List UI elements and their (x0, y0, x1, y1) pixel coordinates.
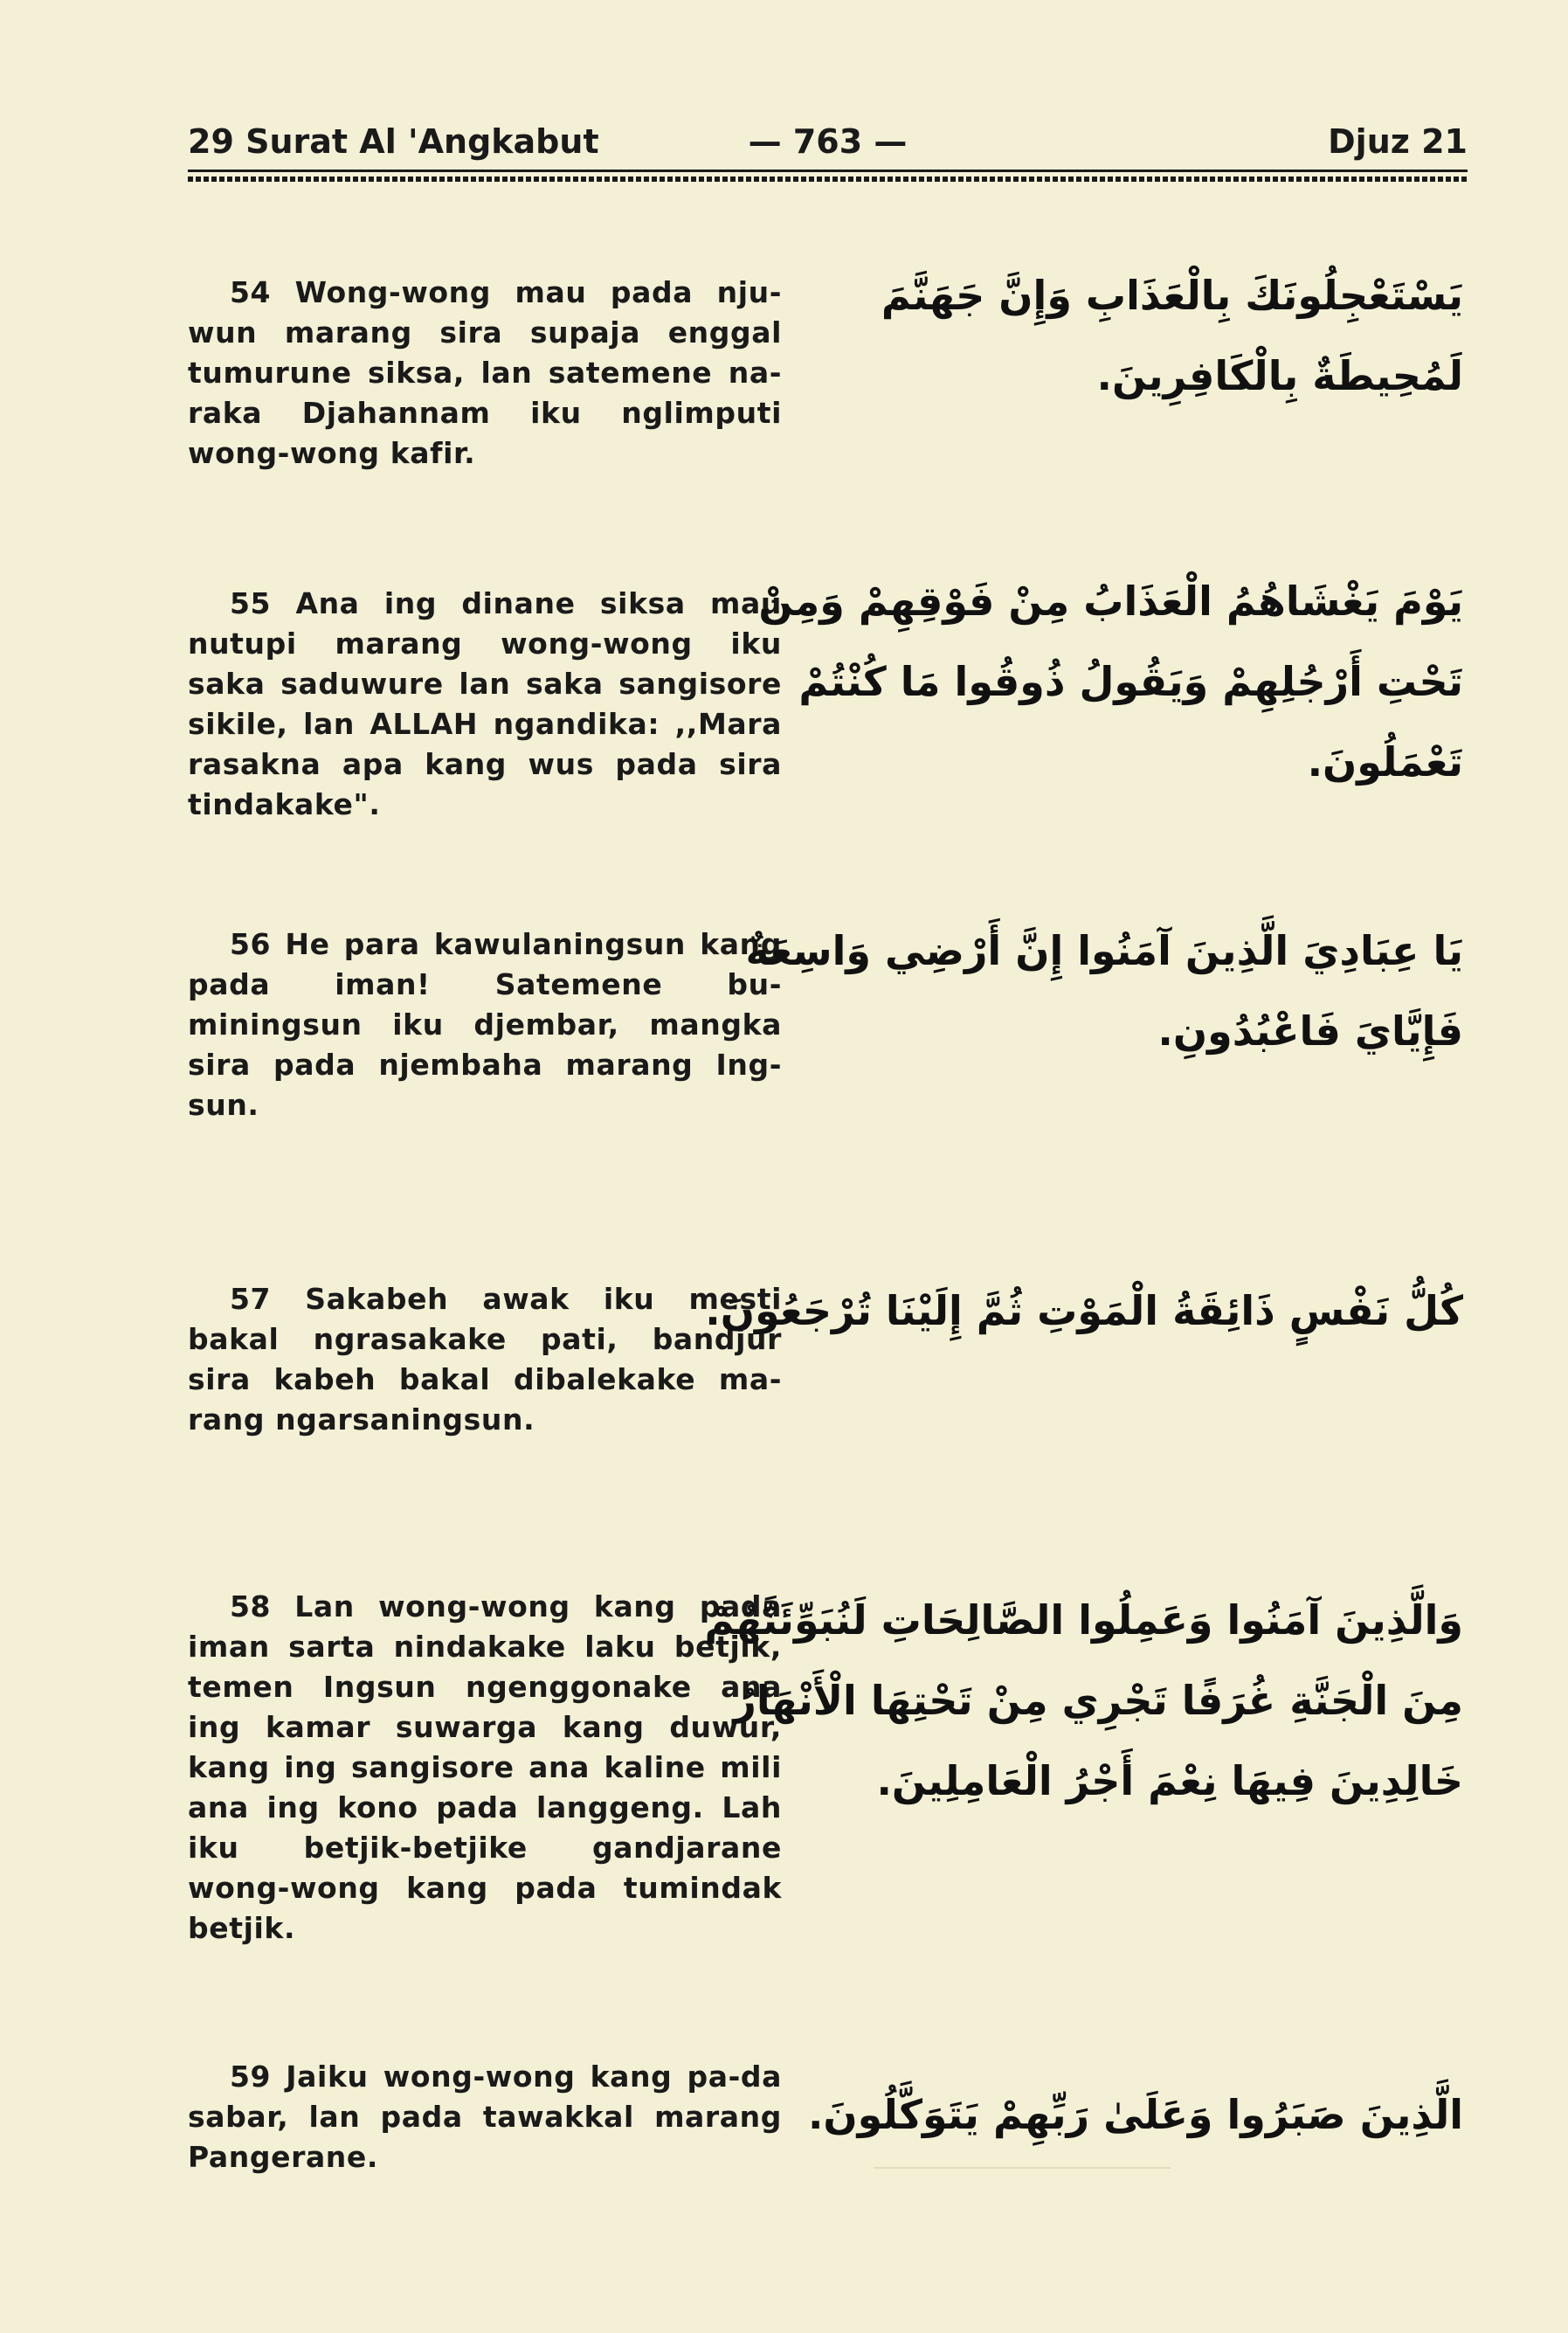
verse-59-translation (188, 2057, 782, 2177)
page-header (188, 122, 1468, 164)
arabic-line: الَّذِينَ صَبَرُوا وَعَلَىٰ رَبِّهِمْ يَتَوَكَّلُونَ. (807, 2091, 1463, 2138)
arabic-line: مِنَ الْجَنَّةِ غُرَفًا تَجْرِي مِنْ تَحْتِهَا الْأَنْهَارُ (733, 1677, 1463, 1724)
arabic-line: يَوْمَ يَغْشَاهُمُ الْعَذَابُ مِنْ فَوْقِهِمْ وَمِنْ (758, 578, 1463, 625)
verse-54-translation (188, 273, 782, 474)
page-number: — 763 — (748, 122, 908, 161)
arabic-line: خَالِدِينَ فِيهَا نِعْمَ أَجْرُ الْعَامِلِينَ. (876, 1757, 1463, 1804)
verse-56-translation (188, 924, 782, 1125)
verse-text: 59 Jaiku wong-wong kang pa-da sabar, lan pada tawakkal marang Pangerane. (188, 2060, 782, 2174)
verse-text: 57 Sakabeh awak iku mesti bakal ngrasakake pati, bandjur sira kabeh bakal dibalekake ma-rang ngarsaningsun. (188, 1282, 782, 1436)
arabic-line: تَحْتِ أَرْجُلِهِمْ وَيَقُولُ ذُوقُوا مَا كُنْتُمْ (798, 658, 1463, 705)
arabic-line: يَسْتَعْجِلُونَكَ بِالْعَذَابِ وَإِنَّ جَهَنَّمَ (881, 272, 1463, 319)
verse-57-translation (188, 1279, 782, 1440)
header-rule (188, 170, 1468, 172)
verse-text: 54 Wong-wong mau pada nju-wun marang sira supaja enggal tumurune siksa, lan satemene na-raka Djahannam iku nglimputi wong-wong kafir. (188, 275, 782, 470)
juz-label: Djuz 21 (1328, 122, 1468, 161)
arabic-line: تَعْمَلُونَ. (1307, 738, 1463, 786)
verse-59-arabic (799, 2074, 1463, 2155)
verse-58-arabic (704, 1580, 1463, 1821)
arabic-line: وَالَّذِينَ آمَنُوا وَعَمِلُوا الصَّالِحَاتِ لَنُبَوِّئَنَّهُمْ (704, 1596, 1463, 1644)
arabic-line: لَمُحِيطَةٌ بِالْكَافِرِينَ. (1096, 352, 1463, 399)
divider (874, 2167, 1171, 2169)
verse-text: 56 He para kawulaningsun kang pada iman! Satemene bu-miningsun iku djembar, mangka sira pada njembaha marang Ing-sun. (188, 927, 782, 1122)
header-rule-wavy (188, 177, 1468, 182)
verse-57-arabic (705, 1270, 1463, 1351)
surah-title: 29 Surat Al 'Angkabut (188, 122, 599, 161)
verse-55-arabic (758, 561, 1463, 802)
verse-54-arabic (799, 255, 1463, 416)
verse-text: 58 Lan wong-wong kang pada iman sarta nindakake laku betjik, temen Ingsun ngenggonake ana ing kamar suwarga kang duwur, kang ing sangisore ana kaline mili ana ing kono pada langgeng. Lah iku betjik-betjike gandjarane wong-wong kang pada tumindak betjik. (188, 1589, 782, 1945)
verse-text: 55 Ana ing dinane siksa mau nutupi marang wong-wong iku saka saduwure lan saka sangisore sikile, lan ALLAH ngandika: ,,Mara rasakna apa kang wus pada sira tindakake". (188, 586, 782, 821)
verse-55-translation (188, 584, 782, 825)
arabic-line: يَا عِبَادِيَ الَّذِينَ آمَنُوا إِنَّ أَرْضِي وَاسِعَةٌ (745, 927, 1463, 974)
arabic-line: كُلُّ نَفْسٍ ذَائِقَةُ الْمَوْتِ ثُمَّ إِلَيْنَا تُرْجَعُونَ. (705, 1287, 1463, 1334)
arabic-line: فَإِيَّايَ فَاعْبُدُونِ. (1157, 1007, 1463, 1055)
verse-58-translation (188, 1587, 782, 1949)
verse-56-arabic (745, 910, 1463, 1071)
